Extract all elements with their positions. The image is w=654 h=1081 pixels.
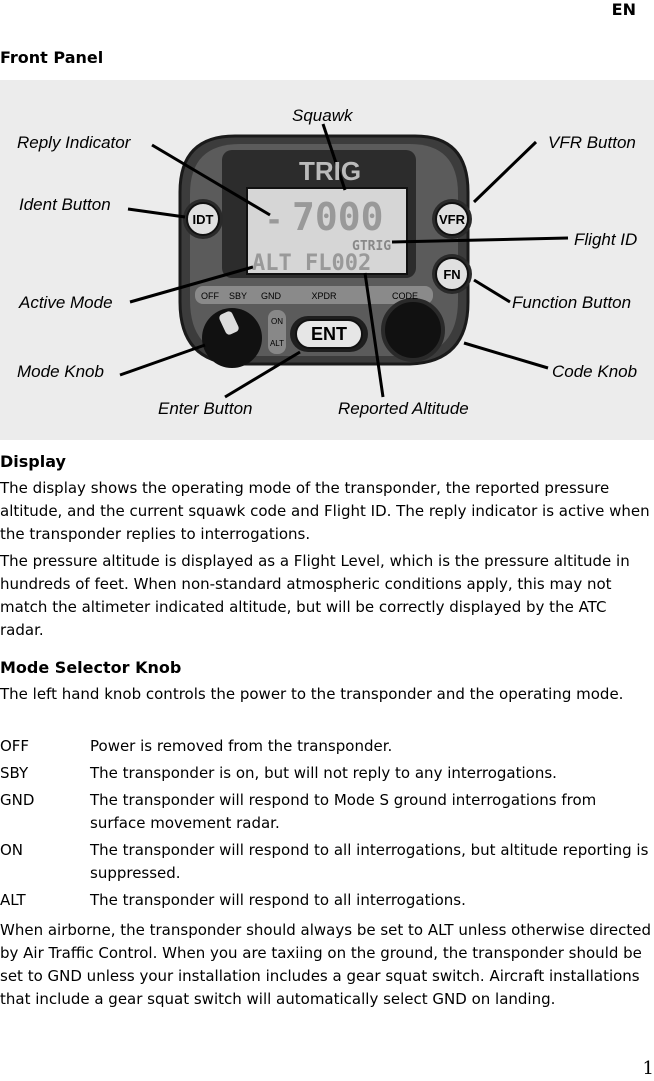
label-mode-knob: Mode Knob xyxy=(17,362,104,381)
def-off: Power is removed from the transponder. xyxy=(90,737,393,755)
def-on: The transponder will respond to all interrogations, but altitude reporting is suppressed. xyxy=(90,841,649,882)
def-gnd: The transponder will respond to Mode S ground interrogations from surface movement radar. xyxy=(90,791,597,832)
label-reported-altitude: Reported Altitude xyxy=(338,399,469,418)
label-vfr-button: VFR Button xyxy=(548,133,636,152)
knob-scale-code: CODE xyxy=(391,291,419,301)
idt-button-label: IDT xyxy=(192,212,214,227)
device-logo: TRIG xyxy=(298,156,362,186)
display-paragraph-2: The pressure altitude is displayed as a Flight Level, which is the pressure altitude in hundreds of feet. When non-standard atmospheric conditions apply, this may not match the altimeter indicated altitude, but will be correctly displayed by the ATC radar. xyxy=(0,552,630,639)
mode-definition-list xyxy=(0,735,654,912)
page-number: 1 xyxy=(642,1058,654,1079)
label-reply-indicator: Reply Indicator xyxy=(17,133,131,152)
term-sby: SBY xyxy=(0,764,29,782)
label-enter-button: Enter Button xyxy=(158,399,253,418)
list-item xyxy=(0,889,654,912)
mode-selector-outro xyxy=(0,919,654,1011)
label-ident-button: Ident Button xyxy=(19,195,111,214)
list-item xyxy=(0,789,654,835)
vfr-button-label: VFR xyxy=(439,212,465,227)
list-item xyxy=(0,735,654,758)
language-marker: EN xyxy=(611,0,636,19)
switch-on-label: ON xyxy=(271,317,283,326)
list-item xyxy=(0,839,654,885)
mode-selector-intro xyxy=(0,683,654,706)
mode-text: ALT FL002 xyxy=(252,251,372,276)
term-off: OFF xyxy=(0,737,30,755)
def-alt: The transponder will respond to all interrogations. xyxy=(90,891,466,909)
label-code-knob: Code Knob xyxy=(552,362,638,381)
flight-id: GTRIG xyxy=(352,239,392,254)
ent-button-label: ENT xyxy=(311,324,347,344)
mode-intro-text: The left hand knob controls the power to the transponder and the operating mode. xyxy=(0,685,624,703)
front-panel-heading: Front Panel xyxy=(0,48,104,67)
label-active-mode: Active Mode xyxy=(19,293,113,312)
squawk-code: 7000 xyxy=(292,195,384,239)
mode-outro-text: When airborne, the transponder should always be set to ALT unless otherwise directed by Air Traffic Control. When you are taxiing on the ground, the transponder should be set to GND unless your installation includes a gear squat switch. Aircraft installations that include a gear squat switch will automatically select GND on landing. xyxy=(0,921,651,1008)
reply-indicator-mark: - xyxy=(265,203,284,238)
mode-selector-heading: Mode Selector Knob xyxy=(0,658,182,677)
knob-scale-gnd: GND xyxy=(261,291,281,301)
term-alt: ALT xyxy=(0,891,26,909)
knob-scale-sby: SBY xyxy=(228,291,248,301)
display-heading: Display xyxy=(0,452,66,471)
display-section xyxy=(0,477,654,642)
term-gnd: GND xyxy=(0,791,35,809)
knob-scale-off: OFF xyxy=(201,291,219,301)
display-paragraph-1: The display shows the operating mode of the transponder, the reported pressure altitude, and the current squawk code and Flight ID. The reply indicator is active when the transponder replies to interrogations. xyxy=(0,479,650,543)
label-flight-id: Flight ID xyxy=(574,230,638,249)
fn-button-label: FN xyxy=(443,267,461,282)
label-function-button: Function Button xyxy=(512,293,632,312)
def-sby: The transponder is on, but will not reply to any interrogations. xyxy=(90,764,557,782)
front-panel-figure xyxy=(0,80,654,440)
list-item xyxy=(0,762,654,785)
switch-alt-label: ALT xyxy=(269,339,285,348)
term-on: ON xyxy=(0,841,24,859)
knob-scale-xpdr: XPDR xyxy=(311,291,337,301)
label-squawk: Squawk xyxy=(292,106,353,125)
